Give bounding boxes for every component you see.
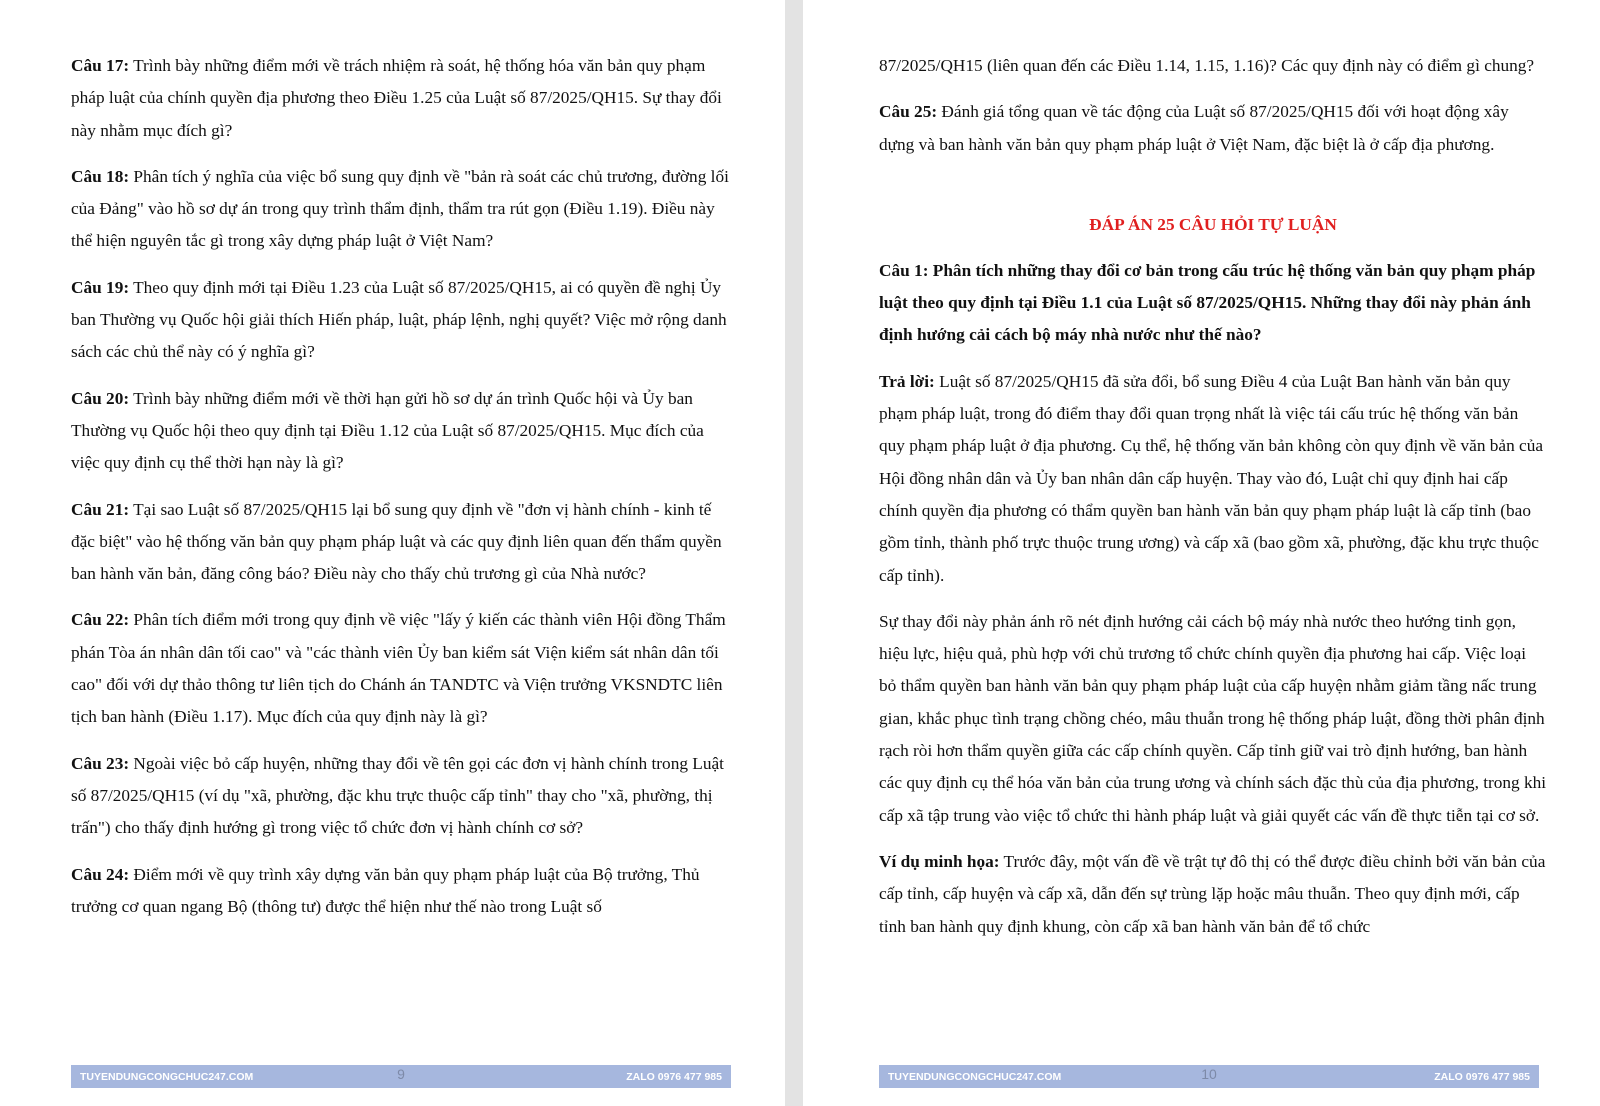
question-21 <box>71 494 731 591</box>
question-label: Câu 18: <box>71 166 130 186</box>
question-22 <box>71 604 731 733</box>
question-text: Đánh giá tổng quan về tác động của Luật số 87/2025/QH15 đối với hoạt động xây dựng và ban hành văn bản quy phạm pháp luật ở Việt Nam, đặc biệt là ở cấp địa phương. <box>879 102 1509 154</box>
question-label: Câu 23: <box>71 753 130 773</box>
footer-website: TUYENDUNGCONGCHUC247.COM <box>888 1071 1062 1083</box>
question-label: Câu 21: <box>71 499 130 519</box>
footer-contact: ZALO 0976 477 985 <box>626 1071 722 1083</box>
question-text: Phân tích ý nghĩa của việc bổ sung quy định về "bản rà soát các chủ trương, đường lối của Đảng" vào hồ sơ dự án trong quy trình thẩm định, thẩm tra rút gọn (Điều 1.19). Điều này thể hiện nguyên tắc gì trong xây dựng pháp luật ở Việt Nam? <box>71 166 729 251</box>
question-text: Ngoài việc bỏ cấp huyện, những thay đổi về tên gọi các đơn vị hành chính trong Luật số 87/2025/QH15 (ví dụ "xã, phường, đặc khu trực thuộc cấp tỉnh" thay cho "xã, phường, thị trấn") cho thấy định hướng gì trong việc tổ chức đơn vị hành chính cơ sở? <box>71 753 724 838</box>
page-footer <box>879 1065 1539 1088</box>
question-label: Câu 17: <box>71 56 130 75</box>
question-label: Câu 20: <box>71 388 130 408</box>
section-heading: ĐÁP ÁN 25 CÂU HỎI TỰ LUẬN <box>1089 214 1337 234</box>
document-page-10 <box>803 0 1600 1106</box>
question-label: Câu 22: <box>71 610 130 630</box>
example-paragraph <box>879 846 1547 943</box>
footer-contact: ZALO 0976 477 985 <box>1434 1071 1530 1083</box>
example-text: Trước đây, một vấn đề về trật tự đô thị có thể được điều chỉnh bởi văn bản của cấp tỉnh, cấp huyện và cấp xã, dẫn đến sự trùng lặp hoặc mâu thuẫn. Theo quy định mới, cấp tỉnh ban hành quy định khung, còn cấp xã ban hành văn bản để tổ chức <box>879 851 1546 936</box>
answer-paragraph-2: Sự thay đổi này phản ánh rõ nét định hướng cải cách bộ máy nhà nước theo hướng tinh gọn, hiệu lực, hiệu quả, phù hợp với chủ trương tổ chức chính quyền địa phương hai cấp. Việc loại bỏ thẩm quyền ban hành văn bản quy phạm pháp luật của cấp huyện nhằm giảm tầng nấc trung gian, khắc phục tình trạng chồng chéo, mâu thuẫn trong hệ thống pháp luật, đồng thời phân định rạch ròi hơn thẩm quyền giữa các cấp chính quyền. Cấp tỉnh giữ vai trò định hướng, ban hành các quy định cụ thể hóa văn bản của trung ương và chính sách đặc thù của địa phương, trong khi cấp xã tập trung vào việc tổ chức thi hành pháp luật và giải quyết các vấn đề thực tiễn tại cơ sở. <box>879 611 1547 825</box>
question-20 <box>71 383 731 480</box>
footer-website: TUYENDUNGCONGCHUC247.COM <box>80 1071 254 1083</box>
answer-paragraph <box>879 366 1547 592</box>
question-label: Câu 25: <box>879 102 938 122</box>
question-label: Câu 24: <box>71 864 130 884</box>
question-23 <box>71 748 731 845</box>
question-text: Trình bày những điểm mới về trách nhiệm rà soát, hệ thống hóa văn bản quy phạm pháp luật của chính quyền địa phương theo Điều 1.25 của Luật số 87/2025/QH15. Sự thay đổi này nhằm mục đích gì? <box>71 56 722 140</box>
section-spacer <box>879 175 1547 209</box>
question-label: Câu 19: <box>71 277 130 297</box>
question-18 <box>71 161 731 258</box>
page-body <box>71 50 731 937</box>
question-17 <box>71 50 731 147</box>
question-24-continuation: 87/2025/QH15 (liên quan đến các Điều 1.14, 1.15, 1.16)? Các quy định này có điểm gì chung? <box>879 56 1535 75</box>
example-label: Ví dụ minh họa: <box>879 851 1000 871</box>
answer-label: Trả lời: <box>879 371 935 391</box>
question-19 <box>71 272 731 369</box>
answer-question-1: Câu 1: Phân tích những thay đổi cơ bản trong cấu trúc hệ thống văn bản quy phạm pháp luật theo quy định tại Điều 1.1 của Luật số 87/2025/QH15. Những thay đổi này phản ánh định hướng cải cách bộ máy nhà nước như thế nào? <box>879 260 1536 345</box>
page-number: 10 <box>1201 1066 1217 1082</box>
page-body <box>879 50 1547 957</box>
question-text: Điểm mới về quy trình xây dựng văn bản quy phạm pháp luật của Bộ trưởng, Thủ trưởng cơ quan ngang Bộ (thông tư) được thể hiện như thế nào trong Luật số <box>71 864 700 916</box>
question-24 <box>71 859 731 924</box>
document-page-9 <box>0 0 785 1106</box>
page-footer <box>71 1065 731 1088</box>
question-text: Phân tích điểm mới trong quy định về việc "lấy ý kiến các thành viên Hội đồng Thẩm phán Tòa án nhân dân tối cao" và "các thành viên Ủy ban kiểm sát Viện kiểm sát nhân dân tối cao" đối với dự thảo thông tư liên tịch do Chánh án TANDTC và Viện trưởng VKSNDTC liên tịch ban hành (Điều 1.17). Mục đích của quy định này là gì? <box>71 610 726 727</box>
answer-text: Luật số 87/2025/QH15 đã sửa đổi, bổ sung Điều 4 của Luật Ban hành văn bản quy phạm pháp luật, trong đó điểm thay đổi quan trọng nhất là việc tái cấu trúc hệ thống văn bản quy phạm pháp luật ở địa phương. Cụ thể, hệ thống văn bản không còn quy định về văn bản của Hội đồng nhân dân và Ủy ban nhân dân cấp huyện. Thay vào đó, Luật chỉ quy định hai cấp chính quyền địa phương có thẩm quyền ban hành văn bản quy phạm pháp luật là cấp tỉnh (bao gồm tỉnh, thành phố trực thuộc trung ương) và cấp xã (bao gồm xã, phường, đặc khu trực thuộc cấp tỉnh). <box>879 371 1544 585</box>
question-25 <box>879 96 1547 161</box>
question-text: Tại sao Luật số 87/2025/QH15 lại bổ sung quy định về "đơn vị hành chính - kinh tế đặc biệt" vào hệ thống văn bản quy phạm pháp luật và các quy định liên quan đến thẩm quyền ban hành văn bản, đăng công báo? Điều này cho thấy chủ trương gì của Nhà nước? <box>71 499 722 584</box>
page-number: 9 <box>397 1066 405 1082</box>
question-text: Theo quy định mới tại Điều 1.23 của Luật số 87/2025/QH15, ai có quyền đề nghị Ủy ban Thường vụ Quốc hội giải thích Hiến pháp, luật, pháp lệnh, nghị quyết? Việc mở rộng danh sách các chủ thể này có ý nghĩa gì? <box>71 277 727 362</box>
question-text: Trình bày những điểm mới về thời hạn gửi hồ sơ dự án trình Quốc hội và Ủy ban Thường vụ Quốc hội theo quy định tại Điều 1.12 của Luật số 87/2025/QH15. Mục đích của việc quy định cụ thể thời hạn này là gì? <box>71 388 704 473</box>
